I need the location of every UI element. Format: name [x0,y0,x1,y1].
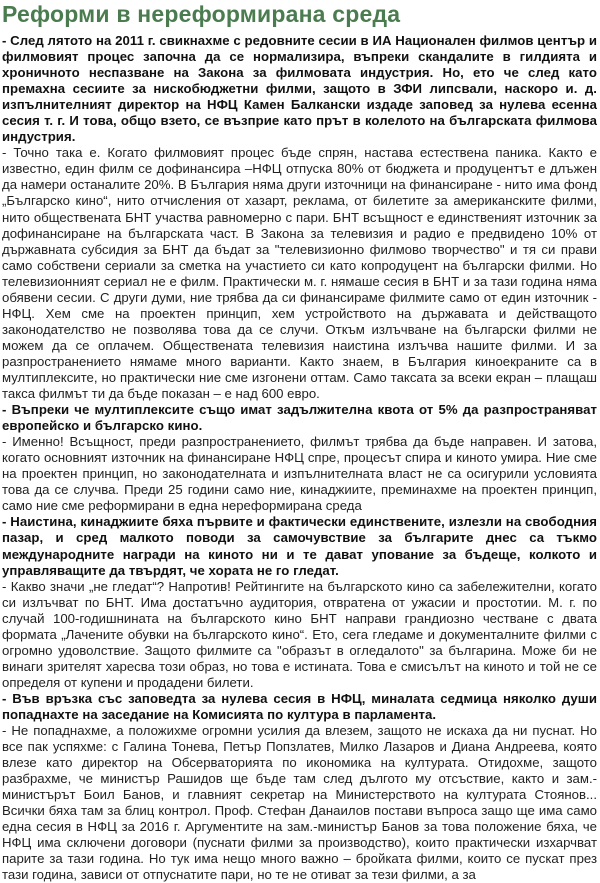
interview-question: - Във връзка със заповедта за нулева сесия в НФЦ, миналата седмица няколко души попаднахте на заседание на Комисията по култура в парламента. [2,690,597,722]
article-title: Реформи в нереформирана среда [2,1,401,27]
interview-answer: - Именно! Всъщност, преди разпространението, филмът трябва да бъде направен. И затова, когато основният източник на финансиране НФЦ спре, процесът спира и киното умира. Ние сме на проектен принцип, но законодателната и изпълнителната власт не са осигурили условията това да се случва. Преди 25 години само ние, кинаджиите, преминахме на проектен принцип, само ние сме реформирани в една нереформирана среда [2,434,597,514]
interview-question: - След лятото на 2011 г. свикнахме с редовните сесии в ИА Национален филмов център и филмовият процес започна да се нормализира, въпреки скандалите в гилдията и хроничното неспазване на Закона за филмовата индустрия. Но, ето че след като премахна сесиите за нискобюджетни филми, защото в ЗФИ липсвали, наскоро и. д. изпълнителният директор на НФЦ Камен Балкански издаде заповед за нулева есенна сесия т. г. И това, общо взето, се възприе като прът в колелото на българската филмова индустрия. [2,33,597,145]
interview-answer: - Какво значи „не гледат“? Напротив! Рейтингите на българското кино са забележителни, когато си излъчват по БНТ. Има достатъчно аудитория, отвратена от ужасии и простотии. М. г. по случай 100-годишнината на българското кино БНТ направи грандиозно честване с двата формата „Лачените обувки на българското кино“. Ето, сега гледаме и документалните филми с огромно удоволствие. Защото филмите са "образът в огледалото" за българина. Може би не винаги зрителят харесва този образ, но това е истината. Това е смисълът на киното и той не се определя от купени и продадени билети. [2,578,597,690]
article-body [2,33,597,883]
interview-question: - Въпреки че мултиплексите също имат задължителна квота от 5% да разпространяват европейско и българско кино. [2,402,597,434]
interview-answer: - Точно така е. Когато филмовият процес бъде спрян, настава естествена паника. Както е известно, един филм се дофинансира –НФЦ отпуска 80% от бюджета и продуцентът е длъжен да намери останалите 20%. В България няма други източници на финансиране - нито има фонд „Българско кино“, нито отчисления от хазарт, реклама, от билетите за американските филми, нито обществената БНТ участва равномерно с пари. БНТ всъщност е единственият източник за дофинансиране на българската част. В Закона за телевизия и радио е предвидено 10% от държавната субсидия за БНТ да бъдат за "телевизионно филмово творчество" и тя си прави само собствени сериали за сметка на участието си като копродуцент на български филми. Но телевизионният сериал не е филм. Практически м. г. нямаше сесия в БНТ и за тази година няма обявени сесии. С други думи, ние трябва да си финансираме филмите само от един източник - НФЦ. Хем сме на проектен принцип, хем устройството на държавата и действащото законодателство не позволява това да се случи. Откъм излъчване на български филми не можем да се оплачем. Обществената телевизия наистина излъчва нашите филми. И за разпространението нямаме много варианти. Както знаем, в България киноекраните са в мултиплексите, но практически ние сме изгонени оттам. Само таксата за всеки екран – плащаш такса филмът ти да бъде показан – е над 600 евро. [2,145,597,402]
interview-answer: - Не попаднахме, а положихме огромни усилия да влезем, защото не искаха да ни пуснат. Но все пак успяхме: с Галина Тонева, Петър Попзлатев, Милко Лазаров и Диана Андреева, която влезе като директор на Обсерваторията по икономика на културата. Отидохме, защото разбрахме, че министър Рашидов ще бъде там след дългото му отсъствие, както и зам.-министърът Боил Банов, и главният секретар на Министерството на културата Стоянов... Всички бяха там за блиц контрол. Проф. Стефан Данаилов постави въпроса защо ще има само една сесия в НФЦ за 2016 г. Аргументите на зам.-министър Банов за това положение бяха, че НФЦ има сключени договори (пуснати филми за производство), които практически изхарчват парите за тази година. Но тук има нещо много важно – бройката филми, които се пускат през тази година, зависи от отпуснатите пари, но те не отиват за тези филми, а за [2,723,597,883]
interview-question: - Наистина, кинаджиите бяха първите и фактически единствените, излезли на свободния пазар, и сред малкото поводи за самочувствие за българите днес са тъкмо международните награди на киното ни и те дават упование за бъдеще, колкото и управляващите да твърдят, че хората не го гледат. [2,514,597,578]
